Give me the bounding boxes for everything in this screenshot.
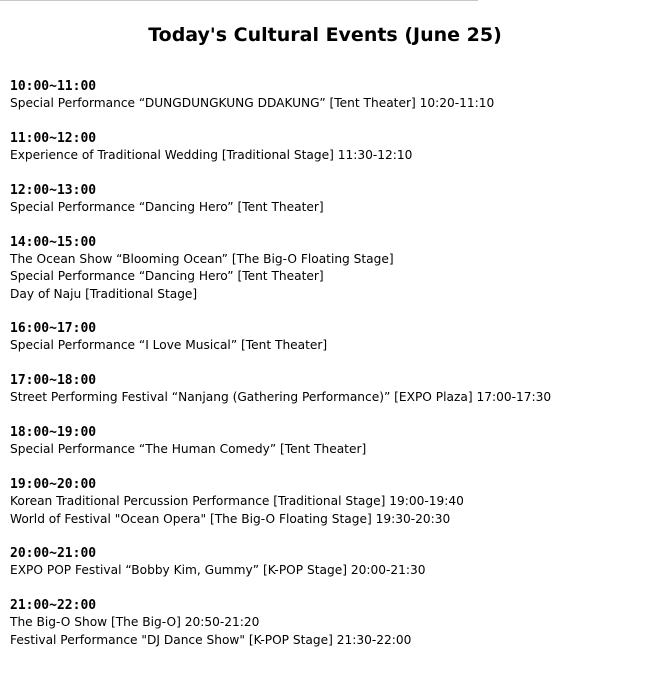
slot-time: 18:00~19:00 bbox=[10, 425, 97, 441]
slot-time: 17:00~18:00 bbox=[10, 373, 97, 389]
time-slot bbox=[10, 476, 646, 528]
time-slot bbox=[10, 545, 646, 579]
event-item: Special Performance “DUNGDUNGKUNG DDAKUNG” [Tent Theater] 10:20-11:10 bbox=[10, 96, 495, 110]
event-item: The Ocean Show “Blooming Ocean” [The Big-O Floating Stage] bbox=[10, 251, 394, 266]
slot-time: 21:00~22:00 bbox=[10, 598, 97, 614]
event-item: Special Performance “The Human Comedy” [Tent Theater] bbox=[10, 442, 367, 457]
slot-time: 14:00~15:00 bbox=[10, 234, 97, 250]
top-divider bbox=[0, 0, 478, 1]
event-item: Special Performance “Dancing Hero” [Tent Theater] bbox=[10, 269, 324, 284]
time-slot bbox=[10, 78, 646, 112]
event-item: Day of Naju [Traditional Stage] bbox=[10, 286, 198, 301]
time-slot bbox=[10, 424, 646, 458]
time-slot bbox=[10, 597, 646, 649]
event-item: Street Performing Festival “Nanjang (Gathering Performance)” [EXPO Plaza] 17:00-17:30 bbox=[10, 390, 552, 405]
time-slot bbox=[10, 130, 646, 164]
event-schedule bbox=[10, 78, 646, 667]
event-item: Festival Performance "DJ Dance Show" [K-POP Stage] 21:30-22:00 bbox=[10, 632, 412, 647]
event-item: Special Performance “Dancing Hero” [Tent Theater] bbox=[10, 199, 324, 214]
slot-time: 10:00~11:00 bbox=[10, 79, 97, 94]
page-title: Today's Cultural Events (June 25) bbox=[148, 24, 502, 46]
event-item: World of Festival "Ocean Opera" [The Big-O Floating Stage] 19:30-20:30 bbox=[10, 511, 451, 526]
event-item: Special Performance “I Love Musical” [Tent Theater] bbox=[10, 338, 328, 353]
slot-time: 20:00~21:00 bbox=[10, 546, 97, 562]
event-item: Korean Traditional Percussion Performance [Traditional Stage] 19:00-19:40 bbox=[10, 494, 464, 509]
slot-time: 11:00~12:00 bbox=[10, 130, 97, 146]
event-item: EXPO POP Festival “Bobby Kim, Gummy” [K-POP Stage] 20:00-21:30 bbox=[10, 563, 426, 578]
event-item: Experience of Traditional Wedding [Traditional Stage] 11:30-12:10 bbox=[10, 147, 413, 162]
slot-time: 16:00~17:00 bbox=[10, 321, 97, 337]
slot-time: 12:00~13:00 bbox=[10, 182, 97, 198]
slot-time: 19:00~20:00 bbox=[10, 477, 97, 493]
time-slot bbox=[10, 372, 646, 406]
time-slot bbox=[10, 320, 646, 354]
time-slot bbox=[10, 182, 646, 216]
event-item: The Big-O Show [The Big-O] 20:50-21:20 bbox=[10, 615, 260, 630]
time-slot bbox=[10, 234, 646, 303]
